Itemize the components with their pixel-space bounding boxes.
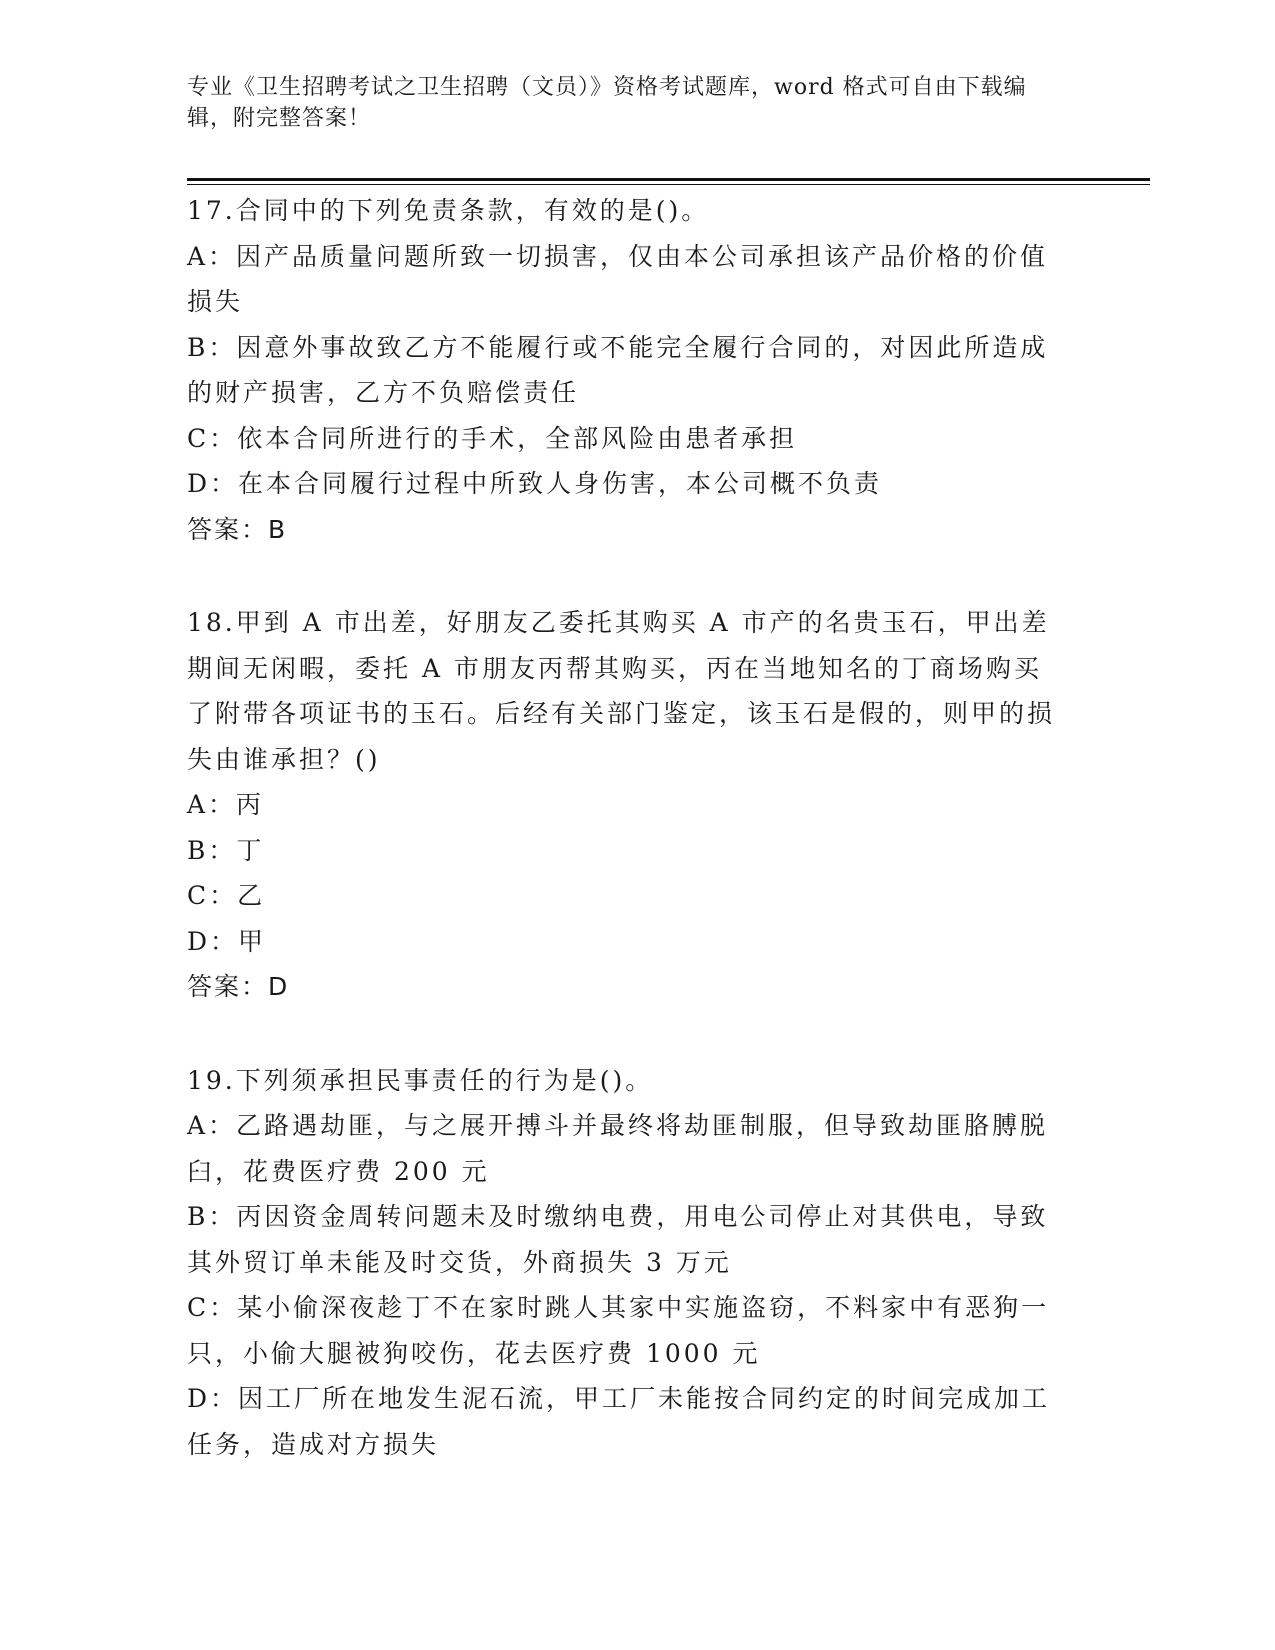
option-d: D：在本合同履行过程中所致人身伤害，本公司概不负责 — [187, 469, 883, 498]
document-header — [187, 72, 1067, 134]
option-c: C：某小偷深夜趁丁不在家时跳人其家中实施盗窃，不料家中有恶狗一只，小偷大腿被狗咬伤，花去医疗费 1000 元 — [187, 1293, 1050, 1368]
answer-text: 答案：B — [187, 514, 288, 544]
option-a: A：因产品质量问题所致一切损害，仅由本公司承担该产品价格的价值损失 — [187, 241, 1049, 316]
question-list — [187, 188, 1067, 1467]
answer-text: 答案：D — [187, 972, 290, 1001]
question-stem: 18.甲到 A 市出差，好朋友乙委托其购买 A 市产的名贵玉石，甲出差期间无闲暇，委托 A 市朋友丙帮其购买，丙在当地知名的丁商场购买了附带各项证书的玉石。后经有关部门鉴定，该玉石是假的，则甲的损失由谁承担？() — [187, 608, 1056, 774]
option-d: D：甲 — [187, 926, 267, 956]
header-text: 专业《卫生招聘考试之卫生招聘（文员）》资格考试题库，word 格式可自由下载编辑，附完整答案！ — [187, 75, 1027, 131]
question-stem: 19.下列须承担民事责任的行为是()。 — [187, 1065, 654, 1095]
option-c: C：依本合同所进行的手术，全部风险由患者承担 — [187, 423, 798, 453]
option-c: C：乙 — [187, 881, 266, 910]
option-d: D：因工厂所在地发生泥石流，甲工厂未能按合同约定的时间完成加工任务，造成对方损失 — [187, 1384, 1051, 1459]
option-b: B：丁 — [187, 835, 265, 865]
question-17 — [187, 188, 1067, 552]
header-rule-thick — [187, 178, 1150, 181]
option-b: B：因意外事故致乙方不能履行或不能完全履行合同的，对因此所造成的财产损害，乙方不负赔偿责任 — [187, 332, 1049, 407]
question-stem: 17.合同中的下列免责条款，有效的是()。 — [187, 196, 710, 225]
option-b: B：丙因资金周转问题未及时缴纳电费，用电公司停止对其供电，导致其外贸订单未能及时交货，外商损失 3 万元 — [187, 1202, 1049, 1277]
option-a: A：丙 — [187, 790, 265, 819]
question-18 — [187, 600, 1067, 1010]
question-19 — [187, 1058, 1067, 1468]
option-a: A：乙路遇劫匪，与之展开搏斗并最终将劫匪制服，但导致劫匪胳膊脱臼，花费医疗费 200 元 — [187, 1111, 1049, 1186]
header-rule-thin — [187, 184, 1150, 185]
